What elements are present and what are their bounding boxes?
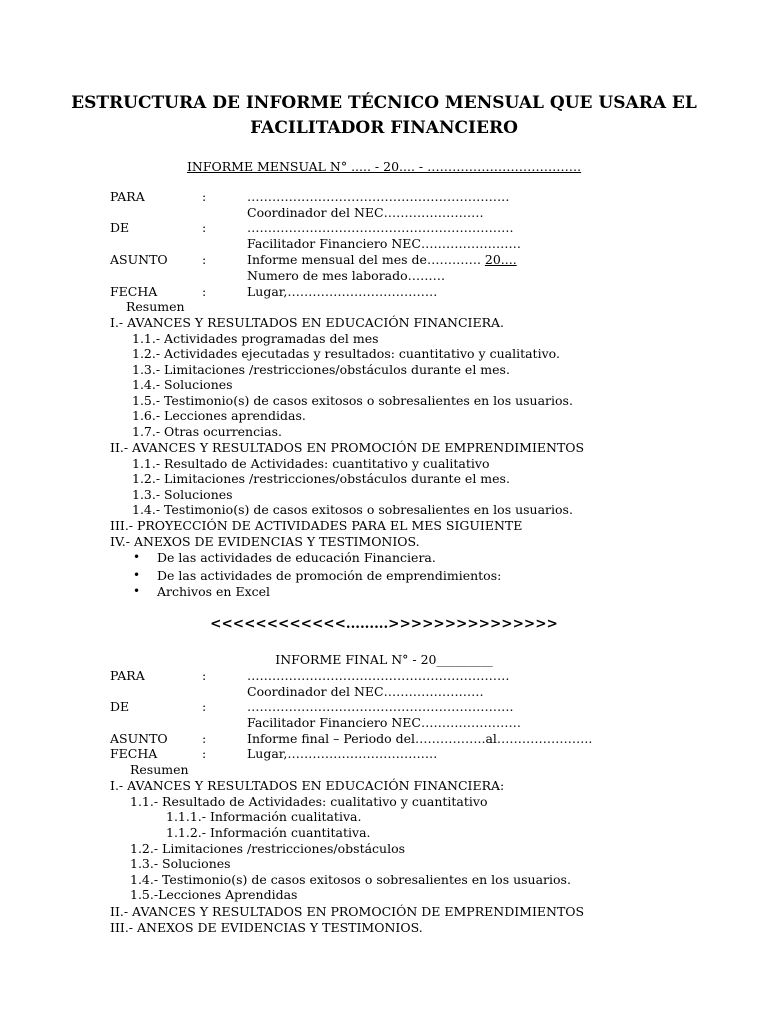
document-title-line-1: ESTRUCTURA DE INFORME TÉCNICO MENSUAL QUE USARA EL [71,93,697,113]
monthly-para-line-1: ……………………………………………………… [247,189,510,204]
monthly-asunto-text: Informe mensual del mes de…………. [247,252,481,267]
final-asunto-label: ASUNTO [110,731,168,746]
monthly-section-2-item: 1.2.- Limitaciones /restricciones/obstáculos durante el mes. [132,471,510,486]
monthly-de-colon: : [202,220,207,235]
monthly-bullet-item: De las actividades de educación Financiera. [157,550,436,565]
final-section-1-item: 1.2.- Limitaciones /restricciones/obstáculos [130,841,406,856]
bullet-icon: • [133,550,141,564]
final-para-line-2: Coordinador del NEC…………………… [247,684,484,699]
final-de-label: DE [110,699,130,714]
monthly-section-1-item: 1.2.- Actividades ejecutadas y resultados: cuantitativo y cualitativo. [132,346,560,361]
final-section-1-heading: I.- AVANCES Y RESULTADOS EN EDUCACIÓN FINANCIERA: [110,778,505,793]
monthly-para-label: PARA [110,189,145,204]
monthly-bullet-item: Archivos en Excel [157,584,271,599]
monthly-section-1-item: 1.1.- Actividades programadas del mes [132,331,379,346]
monthly-section-1-item: 1.5.- Testimonio(s) de casos exitosos o sobresalientes en los usuarios. [132,393,573,408]
final-de-colon: : [202,699,207,714]
final-section-1-subitem: 1.1.1.- Información cualitativa. [166,809,362,824]
monthly-section-3-heading: III.- PROYECCIÓN DE ACTIVIDADES PARA EL MES SIGUIENTE [110,518,523,533]
monthly-fecha-label: FECHA [110,284,158,299]
monthly-section-1-item: 1.6.- Lecciones aprendidas. [132,408,306,423]
monthly-section-2-item: 1.4.- Testimonio(s) de casos exitosos o sobresalientes en los usuarios. [132,502,573,517]
final-section-3-heading: III.- ANEXOS DE EVIDENCIAS Y TESTIMONIOS. [110,920,423,935]
bullet-icon: • [133,584,141,598]
monthly-resumen: Resumen [126,299,185,314]
monthly-asunto-colon: : [202,252,207,267]
final-report-heading: INFORME FINAL N° - 20_________ [275,652,493,667]
monthly-bullet-item: De las actividades de promoción de emprendimientos: [157,568,502,583]
final-section-1-item: 1.5.-Lecciones Aprendidas [130,887,298,902]
monthly-de-label: DE [110,220,130,235]
monthly-section-2-heading: II.- AVANCES Y RESULTADOS EN PROMOCIÓN DE EMPRENDIMIENTOS [110,440,585,455]
monthly-de-line-2: Facilitador Financiero NEC…………………… [247,236,521,251]
monthly-asunto-line-2: Numero de mes laborado……… [247,268,446,283]
final-resumen: Resumen [130,762,189,777]
final-para-label: PARA [110,668,145,683]
section-separator: <<<<<<<<<<<<.........>>>>>>>>>>>>>>> [210,616,558,632]
final-asunto-colon: : [202,731,207,746]
final-section-1-subitem: 1.1.2.- Información cuantitativa. [166,825,371,840]
final-de-line-1: ………………………………………………………. [247,699,514,714]
monthly-para-line-2: Coordinador del NEC…………………… [247,205,484,220]
monthly-report-heading [0,159,768,174]
monthly-asunto-line-1 [247,252,517,267]
document-title-line-2: FACILITADOR FINANCIERO [250,118,518,138]
monthly-report-heading-text: INFORME MENSUAL N° ..... - 20.... - ………………………………. [186,159,582,174]
monthly-section-1-item: 1.7.- Otras ocurrencias. [132,424,282,439]
monthly-para-colon: : [202,189,207,204]
monthly-section-1-item: 1.3.- Limitaciones /restricciones/obstáculos durante el mes. [132,362,510,377]
final-fecha-label: FECHA [110,746,158,761]
bullet-icon: • [133,568,141,582]
monthly-section-4-heading: IV.- ANEXOS DE EVIDENCIAS Y TESTIMONIOS. [110,534,420,549]
final-section-1-item: 1.3.- Soluciones [130,856,231,871]
final-para-colon: : [202,668,207,683]
final-section-1-item: 1.1.- Resultado de Actividades: cualitativo y cuantitativo [130,794,488,809]
final-para-line-1: ……………………………………………………… [247,668,510,683]
monthly-de-line-1: ………………………………………………………. [247,220,514,235]
final-section-1-item: 1.4.- Testimonio(s) de casos exitosos o sobresalientes en los usuarios. [130,872,571,887]
monthly-section-1-heading: I.- AVANCES Y RESULTADOS EN EDUCACIÓN FINANCIERA. [110,315,505,330]
monthly-section-2-item: 1.1.- Resultado de Actividades: cuantitativo y cualitativo [132,456,490,471]
monthly-fecha-value: Lugar,……………………………… [247,284,438,299]
final-asunto-value: Informe final – Periodo del……………..al………………….. [247,731,593,746]
monthly-fecha-colon: : [202,284,207,299]
final-fecha-value: Lugar,……………………………… [247,746,438,761]
final-section-2-heading: II.- AVANCES Y RESULTADOS EN PROMOCIÓN DE EMPRENDIMIENTOS [110,904,585,919]
final-fecha-colon: : [202,746,207,761]
final-de-line-2: Facilitador Financiero NEC…………………… [247,715,521,730]
monthly-asunto-year: 20.... [484,252,517,267]
monthly-section-2-item: 1.3.- Soluciones [132,487,233,502]
monthly-asunto-label: ASUNTO [110,252,168,267]
monthly-section-1-item: 1.4.- Soluciones [132,377,233,392]
